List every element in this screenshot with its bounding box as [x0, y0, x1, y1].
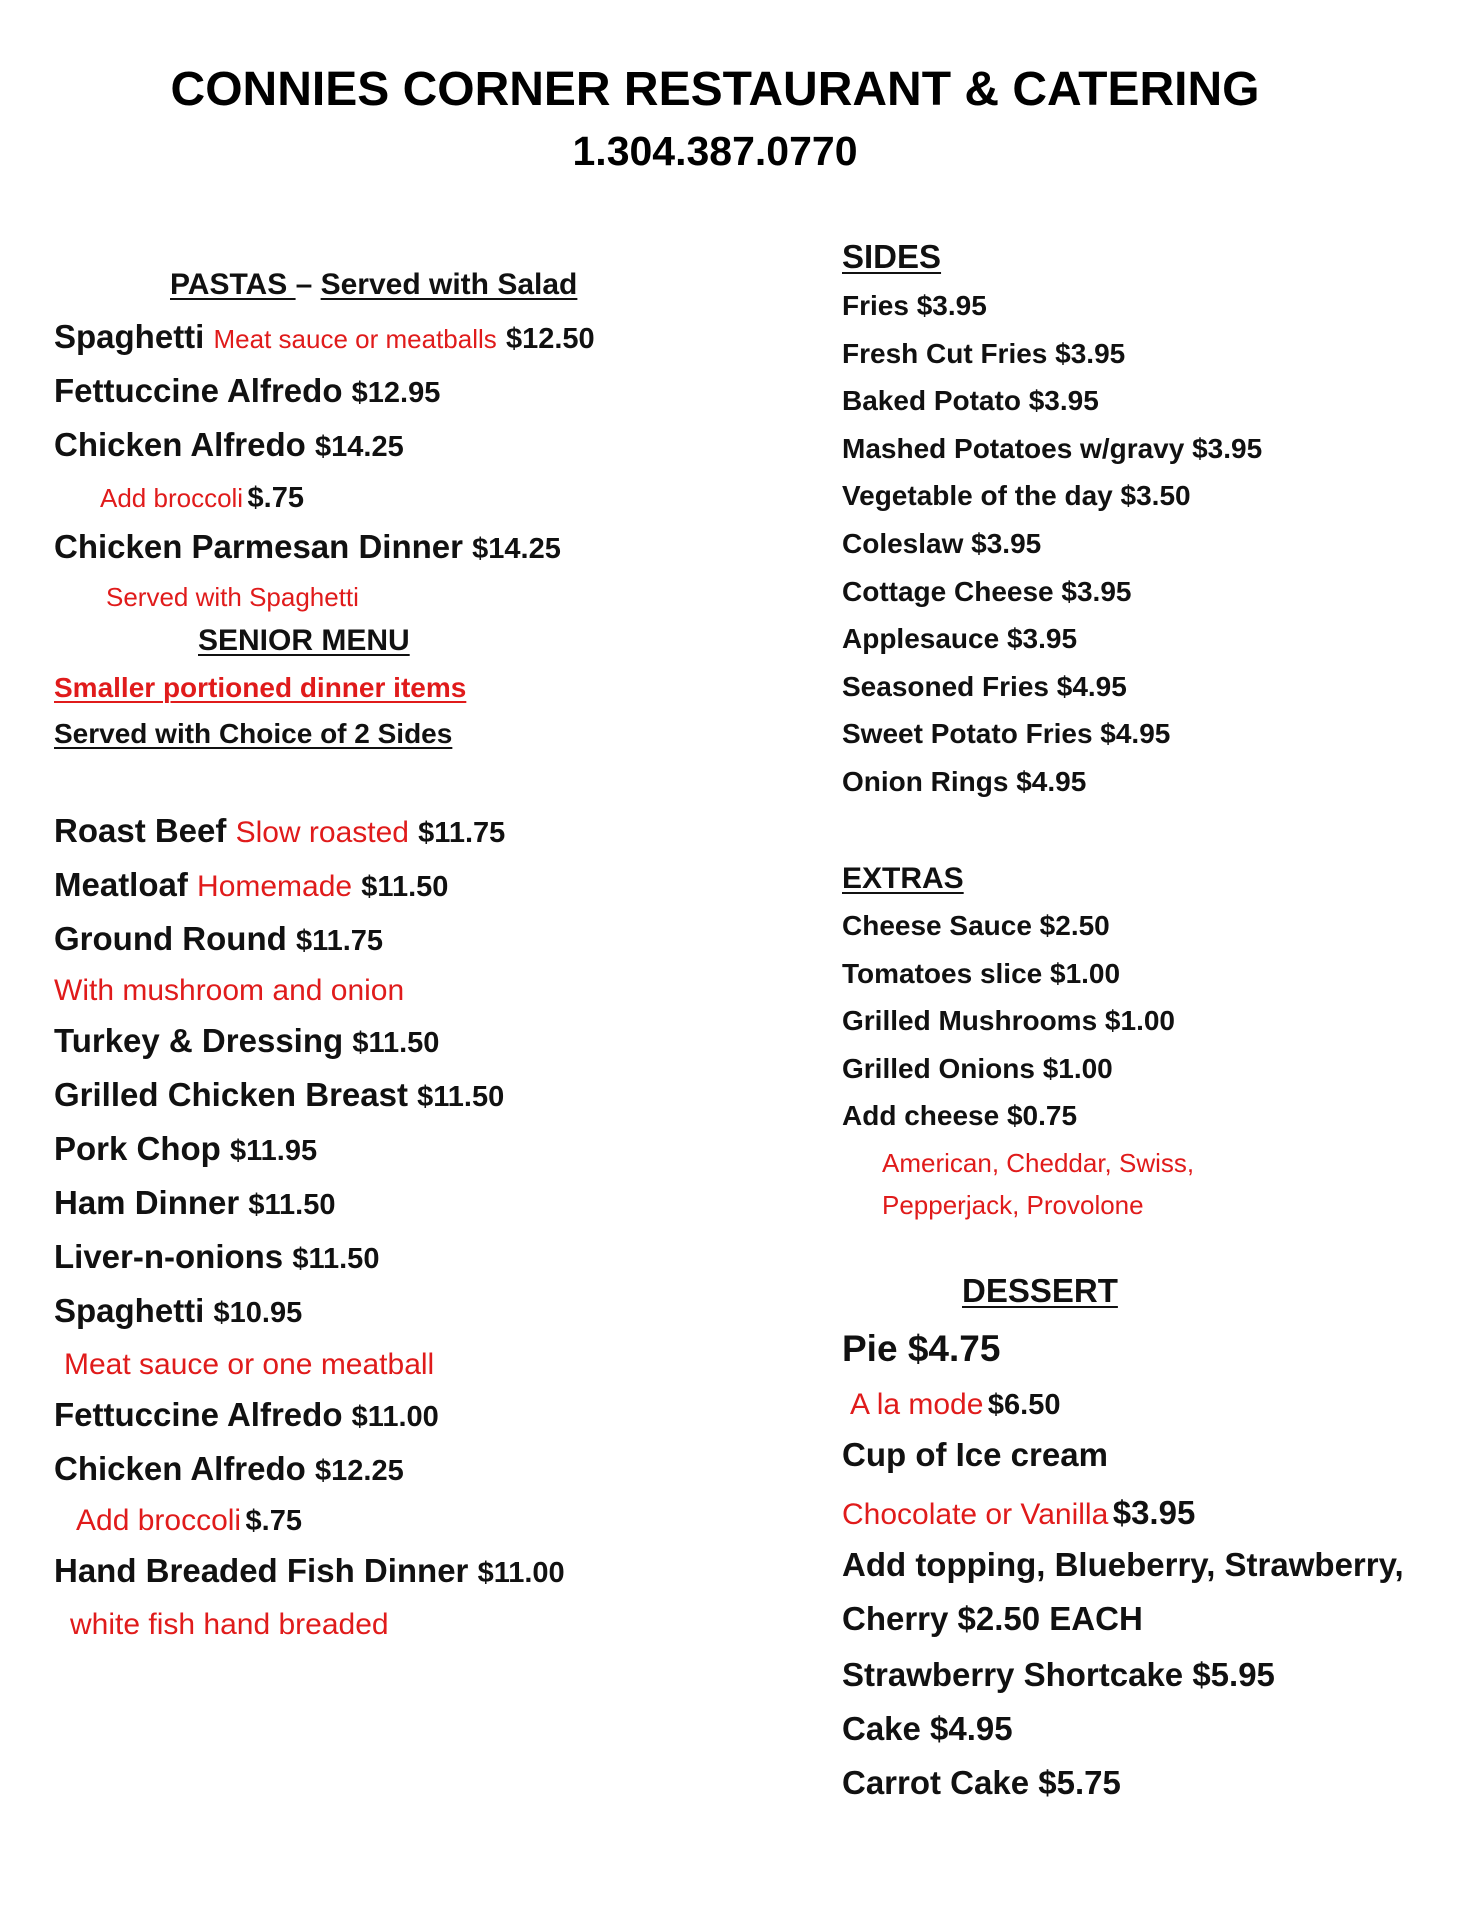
item-price: $11.00 — [351, 1401, 439, 1433]
side-item: Vegetable of the day $3.50 — [842, 480, 1191, 512]
item-note: Served with Spaghetti — [106, 582, 359, 612]
list-item — [70, 1608, 389, 1642]
sides-heading: SIDES — [842, 238, 942, 275]
item-note: Meat sauce or one meatball — [64, 1348, 435, 1381]
list-item — [54, 1076, 504, 1114]
item-name: Fettuccine Alfredo — [54, 1396, 343, 1433]
extra-item: Tomatoes slice $1.00 — [842, 957, 1121, 989]
list-item — [54, 1184, 336, 1222]
list-item — [54, 1552, 565, 1590]
item-name: Grilled Chicken Breast — [54, 1076, 408, 1113]
item-note: A la mode — [850, 1388, 984, 1421]
senior-subheading-red: Smaller portioned dinner items — [54, 672, 467, 703]
side-item: Coleslaw $3.95 — [842, 528, 1042, 559]
list-item — [54, 812, 505, 850]
dessert-ice-cream-flavors — [842, 1494, 1195, 1532]
side-item: Onion Rings $4.95 — [842, 766, 1087, 797]
list-item — [64, 1348, 434, 1382]
item-name: Roast Beef — [54, 812, 227, 849]
pastas-heading — [170, 268, 577, 302]
dessert-heading: DESSERT — [962, 1272, 1118, 1309]
item-name: Fettuccine Alfredo — [54, 372, 343, 409]
item-price: $.75 — [245, 1505, 302, 1537]
dessert-ice-cream: Cup of Ice cream — [842, 1436, 1108, 1473]
list-item — [106, 582, 359, 613]
item-price: $11.75 — [418, 817, 506, 849]
item-name: Turkey & Dressing — [54, 1022, 344, 1059]
list-item — [54, 318, 595, 356]
item-name: Liver-n-onions — [54, 1238, 284, 1275]
item-name: Meatloaf — [54, 866, 188, 903]
item-price: $11.95 — [230, 1135, 318, 1167]
item-note: Homemade — [197, 870, 353, 903]
item-price: $11.75 — [295, 925, 384, 957]
side-item: Cottage Cheese $3.95 — [842, 575, 1132, 607]
extra-item: Grilled Onions $1.00 — [842, 1052, 1113, 1084]
list-item — [76, 1504, 302, 1538]
item-price: $3.95 — [1112, 1494, 1196, 1531]
item-price: $14.25 — [315, 431, 404, 463]
phone-number: 1.304.387.0770 — [572, 128, 858, 174]
item-price: $11.00 — [477, 1557, 565, 1589]
side-item: Sweet Potato Fries $4.95 — [842, 718, 1171, 750]
item-price: $11.50 — [248, 1189, 336, 1221]
side-item: Applesauce $3.95 — [842, 623, 1078, 655]
cheese-options-line-1: American, Cheddar, Swiss, — [882, 1148, 1195, 1178]
item-name: Hand Breaded Fish Dinner — [54, 1552, 469, 1589]
item-name: Pork Chop — [54, 1130, 221, 1167]
item-price: $11.50 — [352, 1027, 440, 1059]
extras-heading: EXTRAS — [842, 862, 964, 895]
list-item — [54, 1396, 439, 1434]
list-item — [54, 866, 448, 904]
list-item — [54, 1022, 439, 1060]
item-price: $14.25 — [472, 533, 561, 565]
item-name: Chicken Alfredo — [54, 426, 306, 463]
item-note: Add broccoli — [76, 1504, 242, 1537]
item-note: Chocolate or Vanilla — [842, 1498, 1109, 1531]
item-name: Ground Round — [54, 920, 287, 957]
item-note: Slow roasted — [235, 816, 409, 849]
side-item: Seasoned Fries $4.95 — [842, 670, 1127, 702]
item-name: Chicken Alfredo — [54, 1450, 306, 1487]
side-item: Baked Potato $3.95 — [842, 385, 1099, 417]
senior-subheading: Served with Choice of 2 Sides — [54, 718, 453, 749]
extra-item: Add cheese $0.75 — [842, 1100, 1078, 1132]
pastas-heading-label: PASTAS — [170, 268, 296, 301]
item-note: white fish hand breaded — [70, 1608, 389, 1641]
item-price: $10.95 — [213, 1297, 303, 1329]
item-price: $11.50 — [417, 1081, 505, 1113]
item-price: $.75 — [247, 482, 304, 514]
list-item — [54, 1130, 317, 1168]
cheese-options-line-2: Pepperjack, Provolone — [882, 1190, 1144, 1220]
list-item — [100, 482, 304, 515]
side-item: Fresh Cut Fries $3.95 — [842, 337, 1126, 369]
restaurant-title: CONNIES CORNER RESTAURANT & CATERING — [170, 63, 1260, 116]
side-item: Mashed Potatoes w/gravy $3.95 — [842, 432, 1263, 464]
list-item — [54, 1292, 302, 1330]
dessert-alamode — [850, 1388, 1060, 1422]
list-item — [54, 920, 383, 958]
list-item — [54, 1450, 404, 1488]
dessert-topping-line-2: Cherry $2.50 EACH — [842, 1600, 1143, 1637]
list-item — [54, 426, 404, 464]
item-price: $12.25 — [315, 1455, 404, 1487]
item-price: $12.95 — [351, 377, 441, 409]
list-item — [54, 528, 561, 566]
dessert-carrot-cake: Carrot Cake $5.75 — [842, 1764, 1121, 1801]
list-item — [54, 1238, 379, 1276]
dessert-topping-line-1: Add topping, Blueberry, Strawberry, — [842, 1546, 1404, 1583]
item-name: Spaghetti — [54, 1292, 205, 1329]
side-item: Fries $3.95 — [842, 290, 987, 321]
list-item — [54, 372, 440, 410]
dessert-cake: Cake $4.95 — [842, 1710, 1013, 1747]
item-note: With mushroom and onion — [54, 974, 405, 1007]
pastas-heading-dash: – — [295, 268, 321, 301]
item-price: $12.50 — [505, 323, 595, 355]
item-name: Ham Dinner — [54, 1184, 240, 1221]
item-price: $11.50 — [292, 1243, 380, 1275]
extra-item: Grilled Mushrooms $1.00 — [842, 1005, 1175, 1037]
item-name: Chicken Parmesan Dinner — [54, 528, 463, 565]
item-price: $11.50 — [361, 871, 449, 903]
item-note: Meat sauce or meatballs — [213, 324, 497, 354]
item-note: Add broccoli — [100, 483, 244, 513]
extra-item: Cheese Sauce $2.50 — [842, 910, 1110, 941]
senior-menu-heading: SENIOR MENU — [198, 624, 410, 657]
item-name: Spaghetti — [54, 318, 205, 355]
list-item — [54, 974, 404, 1008]
dessert-pie: Pie $4.75 — [842, 1328, 1001, 1369]
pastas-heading-subtitle: Served with Salad — [320, 268, 578, 301]
dessert-shortcake: Strawberry Shortcake $5.95 — [842, 1656, 1275, 1693]
item-price: $6.50 — [987, 1389, 1061, 1421]
